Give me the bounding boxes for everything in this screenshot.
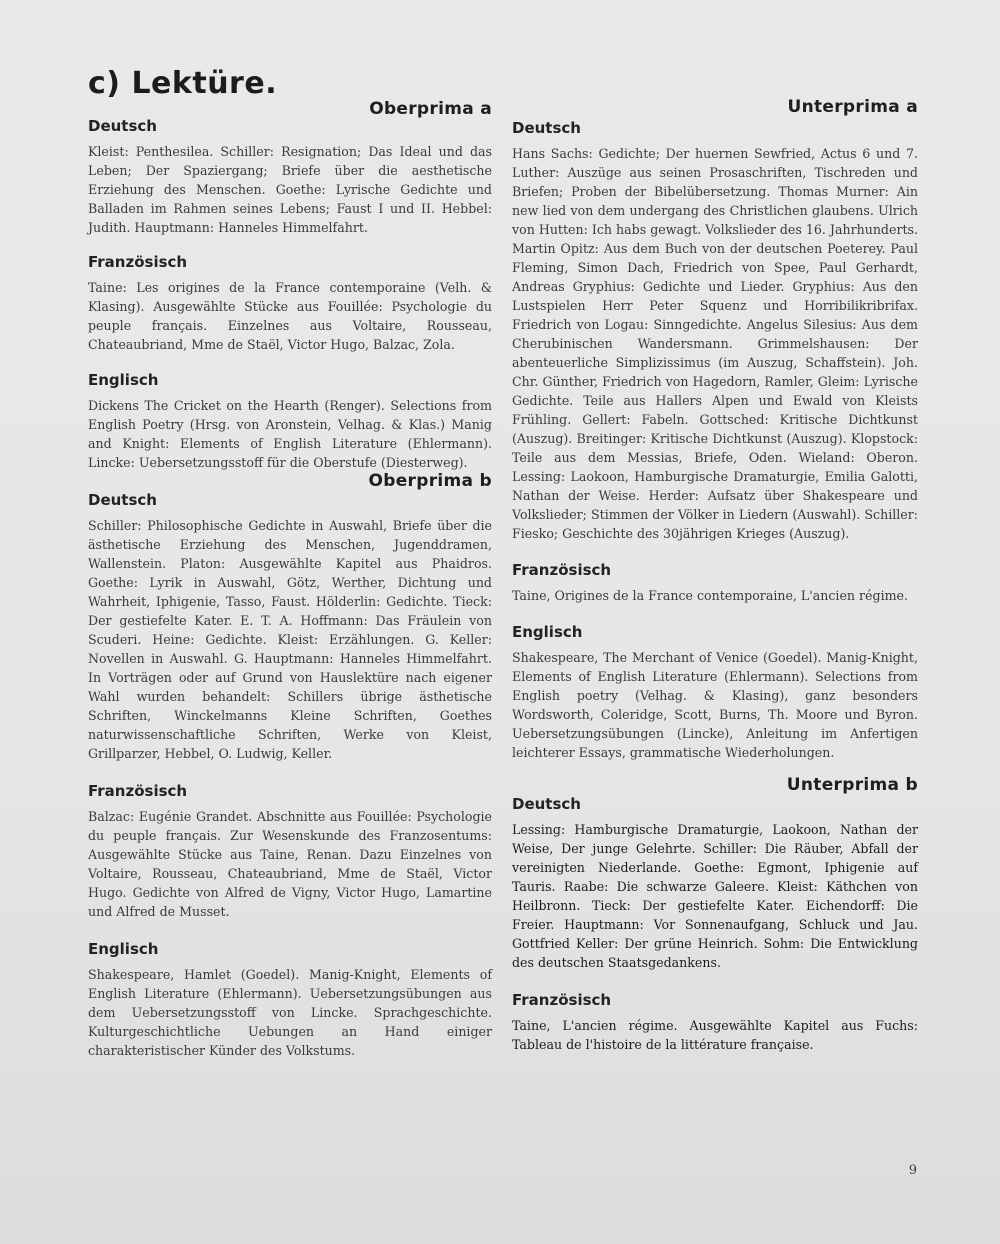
paragraph-oberprima-b-franzoesisch: Balzac: Eugénie Grandet. Abschnitte aus Fouillée: Psychologie du peuple français. Zur Wesenskunde des Franzosentums: Ausgewählte Stücke aus Taine, Renan. Dazu Einzelnes von Voltaire, Rousseau, Chateaubriand, Mme de Staël, Victor Hugo. Gedichte von Alfred de Vigny, Victor Hugo, Lamartine und Alfred de Musset. xyxy=(88,809,492,919)
subject-franzoesisch: Französisch xyxy=(88,782,188,800)
paragraph-unterprima-a-englisch: Shakespeare, The Merchant of Venice (Goedel). Manig-Knight, Elements of English Literature (Ehlermann). Selections from English poetry (Velhag. & Klasing), ganz besonders Wordsworth, Coleridge, Scott, Burns, Th. Moore und Byron. Uebersetzungsübungen (Lincke), Anleitung im Anfertigen leichterer Essays, grammatische Wiederholungen. xyxy=(512,650,918,760)
subject-englisch: Englisch xyxy=(88,940,159,958)
page-number: 9 xyxy=(908,1163,917,1178)
subject-deutsch: Deutsch xyxy=(512,119,581,137)
paragraph-unterprima-a-franzoesisch: Taine, Origines de la France contemporaine, L'ancien régime. xyxy=(512,588,908,603)
right-column xyxy=(512,96,918,1054)
left-column xyxy=(88,96,492,1060)
heading-unterprima-b: Unterprima b xyxy=(786,775,918,795)
subject-franzoesisch: Französisch xyxy=(88,253,188,271)
paragraph-unterprima-b-franzoesisch: Taine, L'ancien régime. Ausgewählte Kapitel aus Fuchs: Tableau de l'histoire de la littérature française. xyxy=(512,1018,918,1052)
paragraph-oberprima-a-deutsch: Kleist: Penthesilea. Schiller: Resignation; Das Ideal und das Leben; Der Spaziergang; Briefe über die aesthetische Erziehung des Menschen. Goethe: Lyrische Gedichte und Balladen im Rahmen seines Lebens; Faust I und II. Hebbel: Judith. Hauptmann: Hanneles Himmelfahrt. xyxy=(88,144,492,235)
subject-englisch: Englisch xyxy=(88,371,159,389)
paragraph-unterprima-a-deutsch: Hans Sachs: Gedichte; Der huernen Sewfried, Actus 6 und 7. Luther: Auszüge aus seinen Prosaschriften, Tischreden und Briefen; Proben der Bibelübersetzung. Thomas Murner: Ain new lied von dem undergang des Christlichen glaubens. Ulrich von Hutten: Ich habs gewagt. Volkslieder des 16. Jahrhunderts. Martin Opitz: Aus dem Buch von der deutschen Poeterey. Paul Fleming, Simon Dach, Friedrich von Spee, Paul Gerhardt, Andreas Gryphius: Gedichte und Lieder. Gryphius: Aus den Lustspielen Herr Peter Squenz und Horribilikribrifax. Friedrich von Logau: Sinngedichte. Angelus Silesius: Aus dem Cherubinischen Wandersmann. Grimmelshausen: Der abenteuerliche Simplizissimus (im Auszug, Schaffstein). Joh. Chr. Günther, Friedrich von Hagedorn, Ramler, Gleim: Lyrische Gedichte. Teile aus Hallers Alpen und Ewald von Kleists Frühling. Gellert: Fabeln. Gottsched: Kritische Dichtkunst (Auszug). Breitinger: Kritische Dichtkunst (Auszug). Klopstock: Teile aus dem Messias, Briefe, Oden. Wieland: Oberon. Lessing: Laokoon, Hamburgische Dramaturgie, Emilia Galotti, Nathan der Weise. Herder: Aufsatz über Shakespeare und Volkslieder; Stimmen der Völker in Liedern (Auswahl). Schiller: Fiesko; Geschichte des 30jährigen Krieges (Auszug). xyxy=(512,146,918,541)
paragraph-unterprima-b-deutsch: Lessing: Hamburgische Dramaturgie, Laokoon, Nathan der Weise, Der junge Gelehrte. Schiller: Die Räuber, Abfall der vereinigten Niederlande. Goethe: Egmont, Iphigenie auf Tauris. Raabe: Die schwarze Galeere. Kleist: Käthchen von Heilbronn. Tieck: Der gestiefelte Kater. Eichendorff: Die Freier. Hauptmann: Vor Sonnenaufgang, Schluck und Jau. Gottfried Keller: Der grüne Heinrich. Sohm: Die Entwicklung des deutschen Staatsgedankens. xyxy=(512,822,918,970)
heading-unterprima-a: Unterprima a xyxy=(787,97,918,117)
page-title: c) Lektüre. xyxy=(88,66,278,101)
paragraph-oberprima-b-englisch: Shakespeare, Hamlet (Goedel). Manig-Knight, Elements of English Literature (Ehlermann). Uebersetzungsübungen aus dem Uebersetzungsstoff von Lincke. Sprachgeschichte. Kulturgeschichtliche Uebungen an Hand einiger charakteristischer Künder des Volkstums. xyxy=(88,967,492,1058)
paragraph-oberprima-a-englisch: Dickens The Cricket on the Hearth (Renger). Selections from English Poetry (Hrsg. von Aronstein, Velhag. & Klas.) Manig and Knight: Elements of English Literature (Ehlermann). Lincke: Uebersetzungsstoff für die Oberstufe (Diesterweg). xyxy=(88,398,492,470)
subject-franzoesisch: Französisch xyxy=(512,561,612,579)
paragraph-oberprima-a-franzoesisch: Taine: Les origines de la France contemporaine (Velh. & Klasing). Ausgewählte Stücke aus Fouillée: Psychologie du peuple français. Einzelnes aus Voltaire, Rousseau, Chateaubriand, Mme de Staël, Victor Hugo, Balzac, Zola. xyxy=(88,280,492,352)
heading-oberprima-b: Oberprima b xyxy=(368,471,492,491)
heading-oberprima-a: Oberprima a xyxy=(369,99,492,119)
subject-deutsch: Deutsch xyxy=(88,117,157,135)
subject-franzoesisch: Französisch xyxy=(512,991,612,1009)
subject-deutsch: Deutsch xyxy=(512,795,581,813)
paragraph-oberprima-b-deutsch: Schiller: Philosophische Gedichte in Auswahl, Briefe über die ästhetische Erziehung des Menschen, Jugenddramen, Wallenstein. Platon: Ausgewählte Kapitel aus Phaidros. Goethe: Lyrik in Auswahl, Götz, Werther, Dichtung und Wahrheit, Iphigenie, Tasso, Faust. Hölderlin: Gedichte. Tieck: Der gestiefelte Kater. E. T. A. Hoffmann: Das Fräulein von Scuderi. Heine: Gedichte. Kleist: Erzählungen. G. Keller: Novellen in Auswahl. G. Hauptmann: Hanneles Himmelfahrt. In Vorträgen oder auf Grund von Hauslektüre nach eigener Wahl wurden behandelt: Schillers übrige ästhetische Schriften, Winckelmanns Kleine Schriften, Goethes naturwissenschaftliche Schriften, Werke von Kleist, Grillparzer, Hebbel, O. Ludwig, Keller. xyxy=(88,518,492,761)
subject-englisch: Englisch xyxy=(512,623,583,641)
subject-deutsch: Deutsch xyxy=(88,491,157,509)
